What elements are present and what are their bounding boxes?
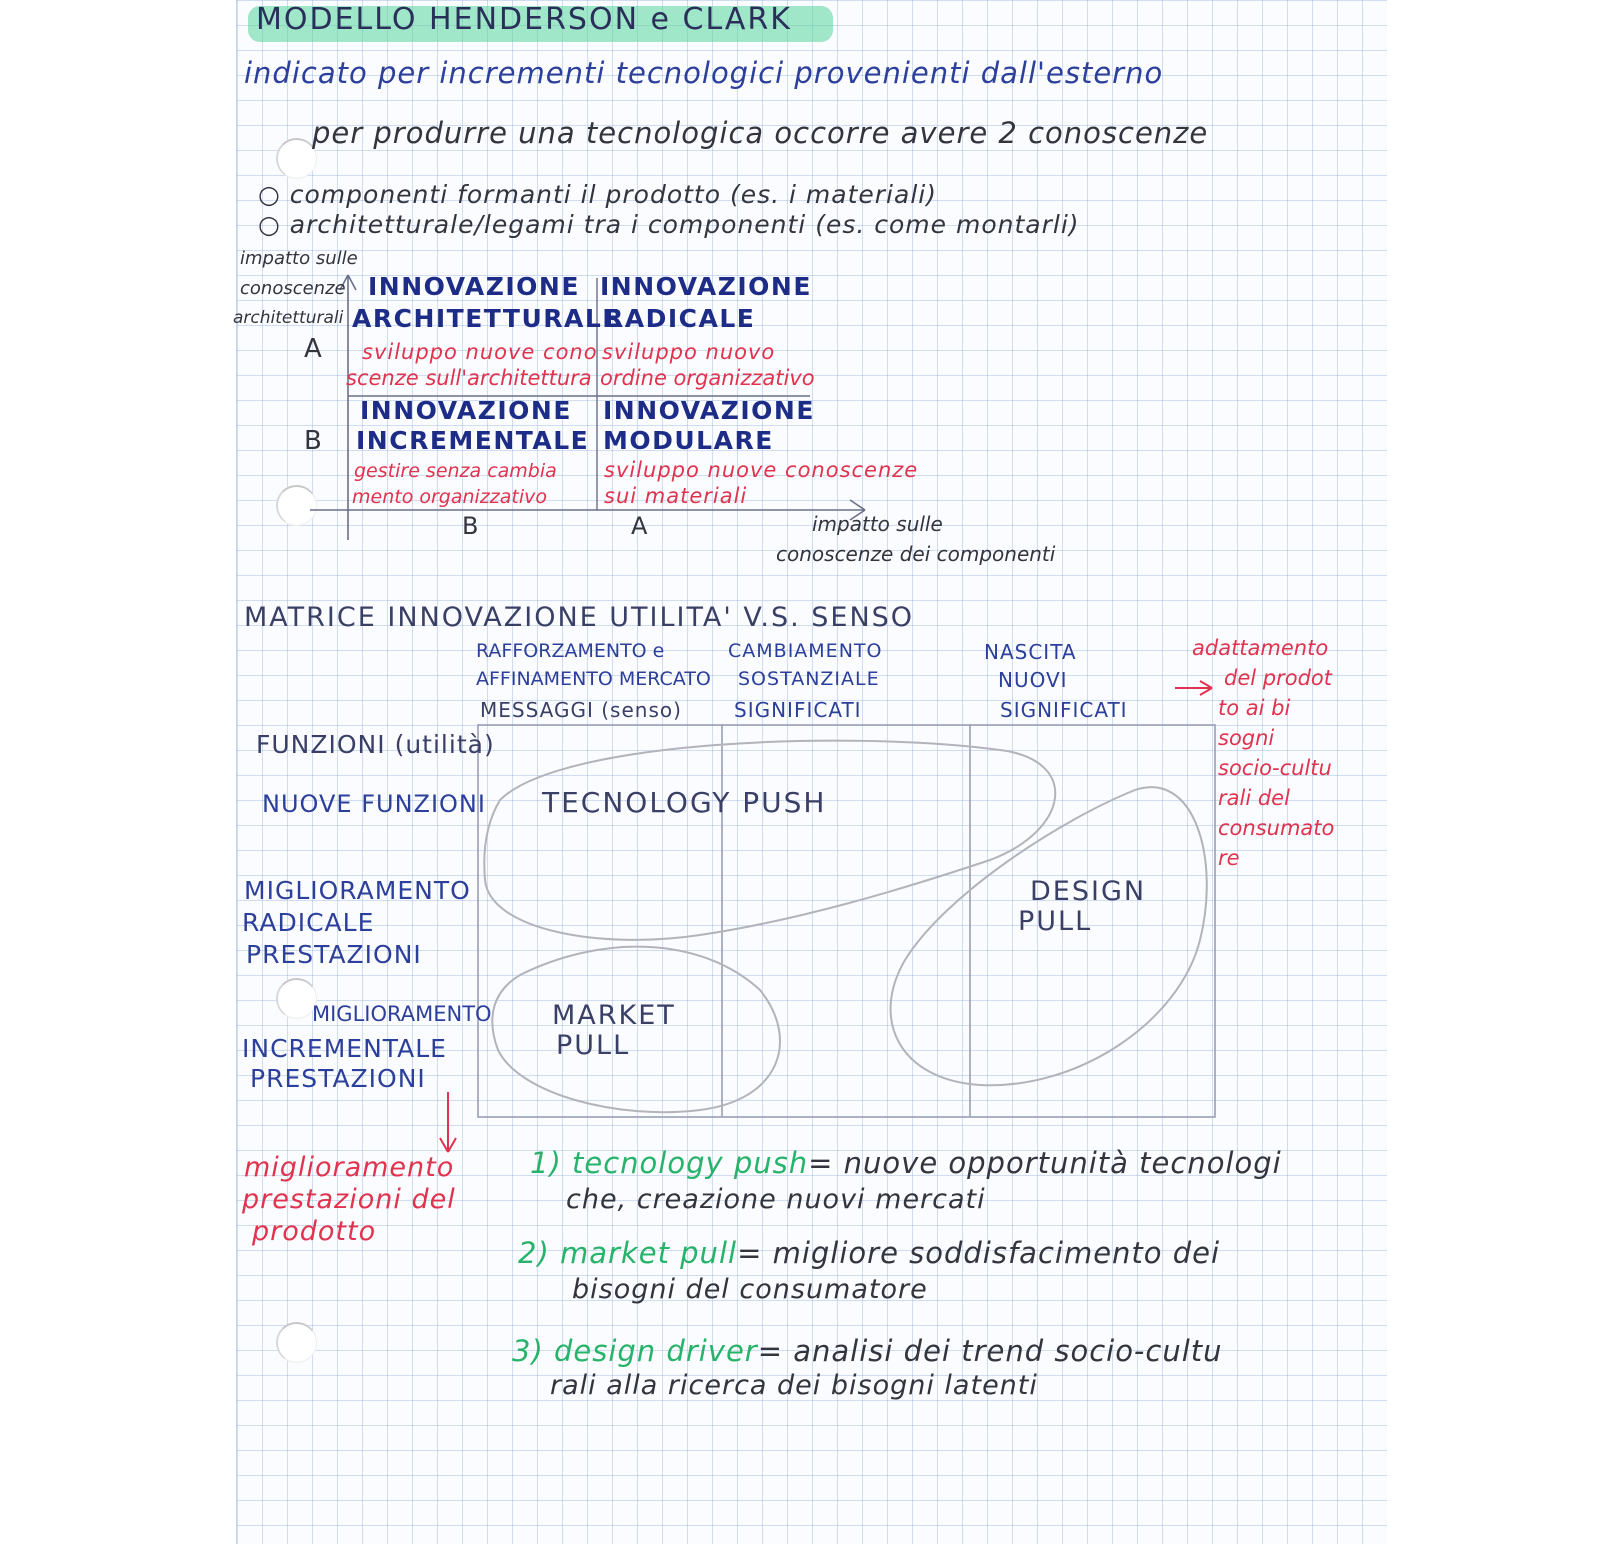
- matrix2-col-header: NASCITA: [984, 640, 1077, 664]
- design-pull-label: DESIGN: [1030, 876, 1147, 907]
- cell-architetturale-desc: sviluppo nuove cono: [362, 340, 598, 364]
- definition-item: [512, 1334, 1223, 1368]
- y-axis-label: architetturali: [233, 308, 344, 328]
- technology-push-label: TECNOLOGY PUSH: [542, 786, 827, 819]
- matrix2-row-label: RADICALE: [242, 908, 375, 937]
- matrix2-row-header: FUNZIONI (utilità): [256, 730, 495, 759]
- cell-incrementale-desc: gestire senza cambia: [354, 460, 557, 482]
- matrix2-row-label: MIGLIORAMENTO: [312, 1002, 492, 1026]
- matrix2-row-label: MIGLIORAMENTO: [244, 876, 471, 905]
- matrix2-row-label: PRESTAZIONI: [250, 1064, 426, 1093]
- definition-text: = nuove opportunità tecnologi: [808, 1146, 1282, 1180]
- cell-incrementale-desc: mento organizzativo: [352, 486, 548, 508]
- matrix2-col-header: SIGNIFICATI: [1000, 698, 1128, 722]
- definition-item: [530, 1146, 1282, 1180]
- matrix2-col-header: SIGNIFICATI: [734, 698, 862, 722]
- side-note: to ai bi: [1218, 696, 1291, 720]
- definition-text: = analisi dei trend socio-cultu: [757, 1334, 1223, 1368]
- side-note: re: [1218, 846, 1240, 870]
- market-pull-label: MARKET: [552, 1000, 676, 1031]
- definition-term-text: tecnology push: [571, 1146, 809, 1180]
- row-note: miglioramento: [244, 1152, 455, 1183]
- definition-term: [518, 1236, 737, 1270]
- definition-number: 2): [518, 1236, 550, 1270]
- cell-modulare-title: INNOVAZIONE: [603, 396, 815, 425]
- row-level-a: A: [304, 334, 323, 364]
- definition-text: rali alla ricerca dei bisogni latenti: [550, 1370, 1038, 1401]
- cell-modulare-desc: sviluppo nuove conoscenze: [604, 458, 919, 482]
- definition-text: bisogni del consumatore: [572, 1274, 928, 1305]
- col-level-a: A: [631, 512, 649, 540]
- cell-radicale-desc: sviluppo nuovo: [602, 340, 776, 364]
- matrix2-col-header: NUOVI: [998, 668, 1068, 692]
- cell-radicale-title: INNOVAZIONE: [600, 272, 812, 301]
- matrix2-col-header: AFFINAMENTO MERCATO: [476, 668, 711, 690]
- cell-architetturale-title: INNOVAZIONE: [368, 272, 580, 301]
- cell-architetturale-title: ARCHITETTURALE: [352, 304, 621, 333]
- knowledge-item: ○ componenti formanti il prodotto (es. i materiali): [258, 180, 937, 209]
- knowledge-text: architetturale/legami tra i componenti (es. come montarli): [289, 210, 1080, 239]
- side-note: del prodot: [1224, 666, 1332, 690]
- cell-modulare-desc: sui materiali: [604, 484, 748, 508]
- side-note: adattamento: [1192, 636, 1329, 660]
- definition-term-text: design driver: [553, 1334, 758, 1368]
- cell-radicale-title: RADICALE: [604, 304, 756, 333]
- side-note: sogni: [1218, 726, 1275, 750]
- definition-term-text: market pull: [559, 1236, 738, 1270]
- definition-number: 3): [512, 1334, 544, 1368]
- row-note: prodotto: [252, 1216, 377, 1247]
- row-level-b: B: [304, 426, 323, 456]
- y-axis-label: conoscenze: [240, 278, 346, 299]
- design-pull-label: PULL: [1018, 906, 1093, 937]
- page-title: MODELLO HENDERSON e CLARK: [256, 2, 792, 37]
- side-note: consumato: [1218, 816, 1335, 840]
- cell-radicale-desc: ordine organizzativo: [600, 366, 815, 390]
- definition-number: 1): [530, 1146, 562, 1180]
- cell-architetturale-desc: scenze sull'architettura: [346, 366, 592, 390]
- intro-line: indicato per incrementi tecnologici provenienti dall'esterno: [244, 56, 1164, 90]
- matrix2-row-label: NUOVE FUNZIONI: [262, 790, 486, 818]
- matrix2-col-header: SOSTANZIALE: [738, 668, 880, 690]
- cell-modulare-title: MODULARE: [603, 426, 774, 455]
- x-axis-label: impatto sulle: [812, 512, 943, 536]
- matrix2-col-header: MESSAGGI (senso): [480, 698, 682, 722]
- knowledge-item: ○ architetturale/legami tra i componenti (es. come montarli): [258, 210, 1080, 239]
- matrix2-title: MATRICE INNOVAZIONE UTILITA' V.S. SENSO: [244, 602, 915, 633]
- definition-term: [512, 1334, 758, 1368]
- cell-incrementale-title: INNOVAZIONE: [360, 396, 572, 425]
- definition-text: = migliore soddisfacimento dei: [737, 1236, 1221, 1270]
- definition-text: che, creazione nuovi mercati: [566, 1184, 986, 1215]
- definition-item: [518, 1236, 1220, 1270]
- matrix2-row-label: PRESTAZIONI: [246, 940, 422, 969]
- cell-incrementale-title: INCREMENTALE: [356, 426, 590, 455]
- row-note: prestazioni del: [242, 1184, 456, 1215]
- matrix2-col-header: RAFFORZAMENTO e: [476, 640, 665, 662]
- side-note: rali del: [1218, 786, 1290, 810]
- col-level-b: B: [462, 512, 480, 540]
- matrix2-col-header: CAMBIAMENTO: [728, 640, 883, 662]
- x-axis-label: conoscenze dei componenti: [776, 542, 1056, 566]
- knowledge-text: componenti formanti il prodotto (es. i materiali): [289, 180, 937, 209]
- side-note: socio-cultu: [1218, 756, 1332, 780]
- y-axis-label: impatto sulle: [240, 248, 358, 269]
- intro-line: per produrre una tecnologica occorre avere 2 conoscenze: [312, 116, 1209, 150]
- definition-term: [530, 1146, 808, 1180]
- matrix2-row-label: INCREMENTALE: [242, 1034, 447, 1063]
- market-pull-label: PULL: [556, 1030, 631, 1061]
